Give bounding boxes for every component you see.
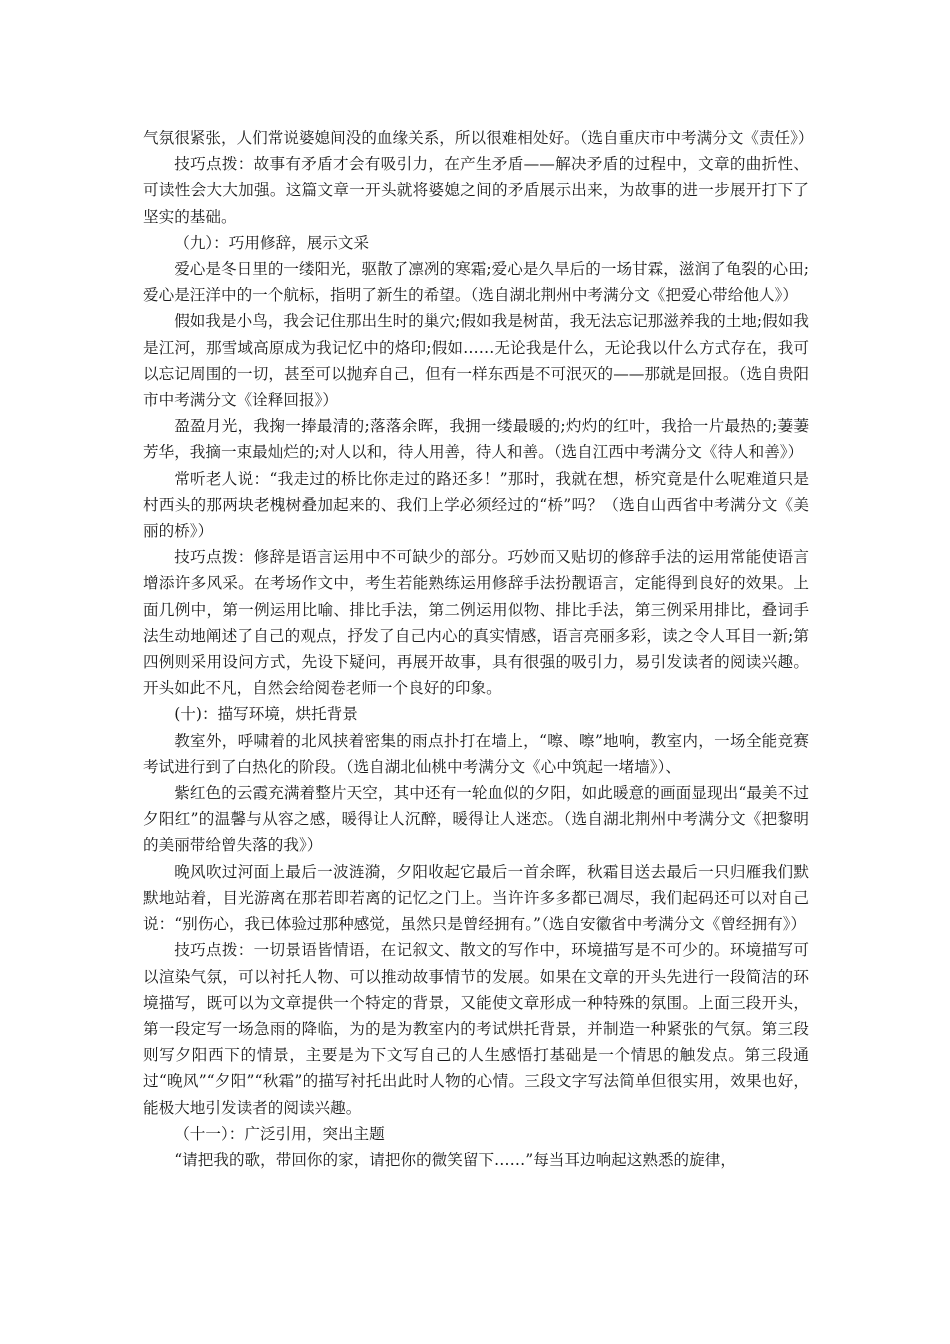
paragraph-2: 技巧点拨：故事有矛盾才会有吸引力，在产生矛盾——解决矛盾的过程中，文章的曲折性、可读性会大大加强。这篇文章一开头就将婆媳之间的矛盾展示出来，为故事的进一步展开打下了坚实的基础。: [143, 155, 809, 226]
paragraph-7: 技巧点拨：修辞是语言运用中不可缺少的部分。巧妙而又贴切的修辞手法的运用常能使语言增添许多风采。在考场作文中，考生若能熟练运用修辞手法扮靓语言，定能得到良好的效果。上面几例中，第一例运用比喻、排比手法，第二例运用似物、排比手法，第三例采用排比，叠词手法生动地阐述了自己的观点，抒发了自己内心的真实情感，语言亮丽多彩，读之令人耳目一新;第四例则采用设问方式，先设下疑问，再展开故事，具有很强的吸引力，易引发读者的阅读兴趣。开头如此不凡，自然会给阅卷老师一个良好的印象。: [143, 548, 809, 698]
paragraph-6: 常听老人说：“我走过的桥比你走过的路还多！”那时，我就在想，桥究竟是什么呢难道只是村西头的那两块老槐树叠加起来的、我们上学必须经过的“桥”吗？（选自山西省中考满分文《美丽的桥》）: [143, 469, 809, 541]
paragraph-11: 技巧点拨：一切景语皆情语，在记叙文、散文的写作中，环境描写是不可少的。环境描写可以渲染气氛，可以衬托人物、可以推动故事情节的发展。如果在文章的开头先进行一段简洁的环境描写，既可以为文章提供一个特定的背景，又能使文章形成一种特殊的氛围。上面三段开头，第一段定写一场急雨的降临，为的是为教室内的考试烘托背景，并制造一种紧张的气氛。第三段则写夕阳西下的情景，主要是为下文写自己的人生感悟打基础是一个情思的触发点。第三段通过“晚风”“夕阳”“秋霜”的描写衬托出此时人物的心情。三段文字写法简单但很实用，效果也好，能极大地引发读者的阅读兴趣。: [143, 941, 809, 1117]
section-heading-11: （十一）：广泛引用，突出主题: [174, 1124, 385, 1143]
paragraph-1: 气氛很紧张，人们常说婆媳间没的血缘关系，所以很难相处好。（选自重庆市中考满分文《责任》）: [143, 129, 814, 147]
paragraph-12: “请把我的歌，带回你的家，请把你的微笑留下……”每当耳边响起这熟悉的旋律，: [174, 1150, 736, 1169]
paragraph-10: 晚风吹过河面上最后一波涟漪，夕阳收起它最后一首余晖，秋霜目送去最后一只归雁我们默默地站着，目光游离在那若即若离的记忆之门上。当许许多多都已凋尽，我们起码还可以对自己说：“别伤心，我已体验过那种感觉，虽然只是曾经拥有。”（选自安徽省中考满分文《曾经拥有》）: [143, 862, 809, 934]
paragraph-3: 爱心是冬日里的一缕阳光，驱散了凛冽的寒霜;爱心是久旱后的一场甘霖，滋润了龟裂的心田;爱心是汪洋中的一个航标，指明了新生的希望。（选自湖北荆州中考满分文《把爱心带给他人》）: [143, 260, 809, 305]
section-heading-10: (十)：描写环境，烘托背景: [174, 705, 358, 724]
document-page: [143, 125, 814, 1173]
paragraph-5: 盈盈月光，我掬一捧最清的;落落余晖，我拥一缕最暖的;灼灼的红叶，我拾一片最热的;萋萋芳华，我摘一束最灿烂的;对人以和，待人用善，待人和善。（选自江西中考满分文《待人和善》）: [143, 417, 809, 462]
paragraph-8: 教室外，呼啸着的北风挟着密集的雨点扑打在墙上，“嚓、嚓”地响，教室内，一场全能竞赛考试进行到了白热化的阶段。（选自湖北仙桃中考满分文《心中筑起一堵墙》）、: [143, 731, 809, 776]
paragraph-4: 假如我是小鸟，我会记住那出生时的巢穴;假如我是树苗，我无法忘记那滋养我的土地;假如我是江河，那雪域高原成为我记忆中的烙印;假如……无论我是什么，无论我以什么方式存在，我可以忘记周围的一切，甚至可以抛弃自己，但有一样东西是不可泯灭的——那就是回报。（选自贵阳市中考满分文《诠释回报》）: [143, 312, 809, 410]
paragraph-9: 紫红色的云霞充满着整片天空，其中还有一轮血似的夕阳，如此暖意的画面显现出“最美不过夕阳红”的温馨与从容之感，暖得让人沉醉，暖得让人迷恋。（选自湖北荆州中考满分文《把黎明的美丽带给曾失落的我》）: [143, 784, 809, 855]
section-heading-9: （九）：巧用修辞，展示文采: [174, 233, 370, 252]
